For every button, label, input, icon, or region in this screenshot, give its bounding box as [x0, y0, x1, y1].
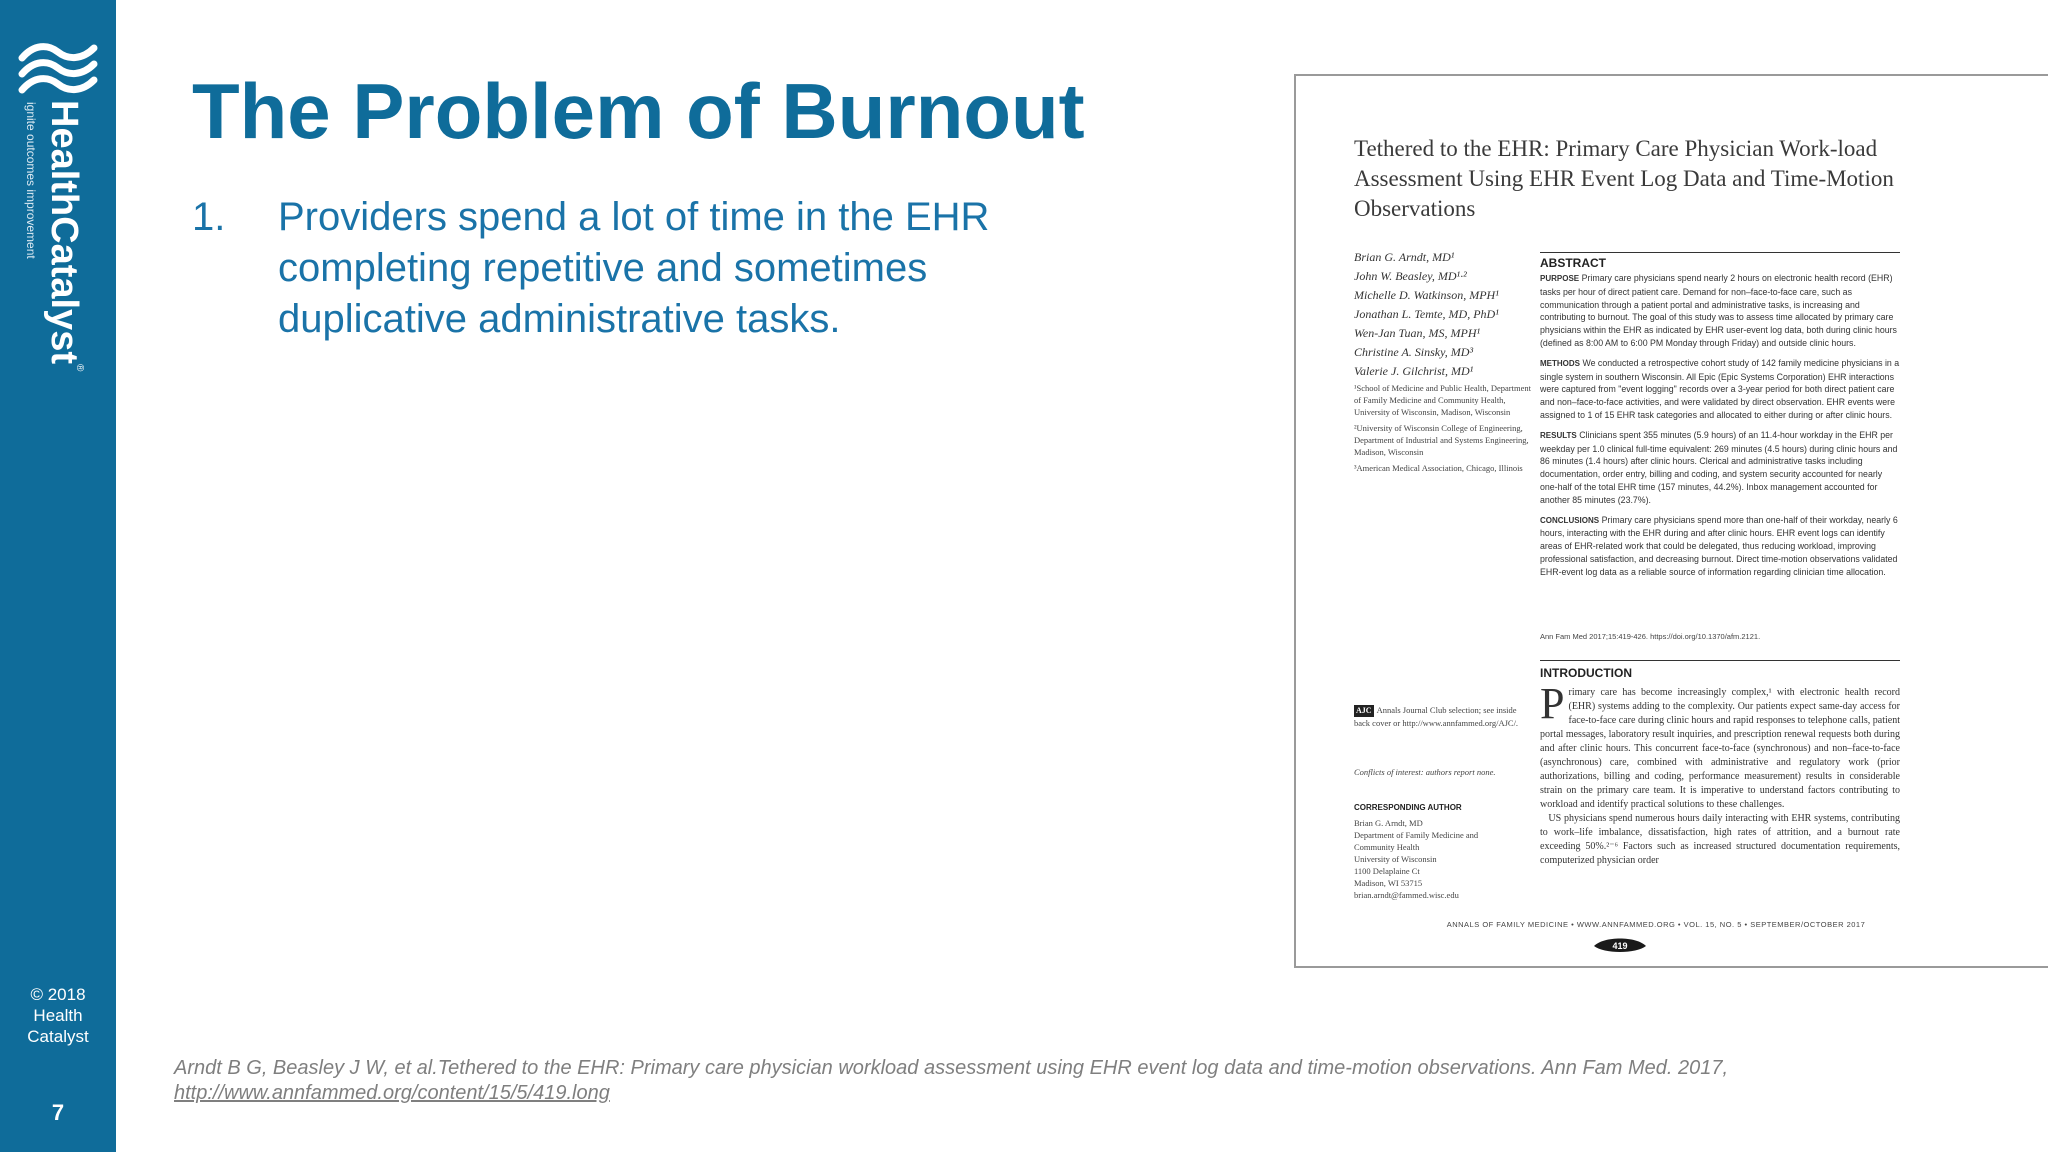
- abstract-section: [1540, 514, 1900, 579]
- intro-dropcap: P: [1540, 679, 1565, 728]
- article-footer: ANNALS OF FAMILY MEDICINE • WWW.ANNFAMMED.ORG • VOL. 15, NO. 5 • SEPTEMBER/OCTOBER 2017: [1446, 920, 1866, 929]
- journal-article-image: [1294, 74, 2048, 968]
- author-affiliations: [1354, 382, 1534, 478]
- ajc-note: [1354, 704, 1524, 729]
- brand-wordmark: [42, 100, 85, 371]
- abstract-label: RESULTS: [1540, 430, 1577, 440]
- corresponding-heading: CORRESPONDING AUTHOR: [1354, 803, 1462, 812]
- abstract-section: [1540, 272, 1900, 350]
- slide-page-number: 7: [51, 1100, 65, 1125]
- intro-rule: [1540, 660, 1900, 661]
- author-name: Valerie J. Gilchrist, MD¹: [1354, 364, 1474, 378]
- corresponding-line: Brian G. Arndt, MD: [1354, 818, 1423, 828]
- author-name: Michelle D. Watkinson, MPH¹: [1354, 288, 1499, 302]
- intro-heading: INTRODUCTION: [1540, 666, 1632, 680]
- affiliation: ¹School of Medicine and Public Health, Department of Family Medicine and Community Health, University of Wisconsin, Madison, Wisconsin: [1354, 383, 1531, 417]
- reference-citation: [174, 1056, 1874, 1106]
- health-catalyst-logo-icon: [16, 42, 98, 98]
- abstract-section: [1540, 357, 1900, 422]
- citation-link[interactable]: http://www.annfammed.org/content/15/5/419.long: [174, 1082, 610, 1104]
- article-title: Tethered to the EHR: Primary Care Physician Work-load Assessment Using EHR Event Log Data and Time-Motion Observations: [1354, 136, 1894, 221]
- corresponding-line: Madison, WI 53715: [1354, 878, 1423, 888]
- brand-sidebar: [0, 0, 116, 1152]
- abstract-text: Primary care physicians spend nearly 2 hours on electronic health record (EHR) tasks per hour of direct patient care. Demand for non–face-to-face care, such as communication through a patient portal and administrative tasks, is increasing and contributing to burnout. The goal of this study was to assess time allocated by primary care physicians within the EHR as indicated by EHR user-event log data, both during clinic hours (defined as 8:00 AM to 6:00 PM Monday through Friday) and outside clinic hours.: [1540, 273, 1897, 348]
- intro-paragraph: US physicians spend numerous hours daily interacting with EHR systems, contributing to work–life imbalance, dissatisfaction, high rates of attrition, and a burnout rate exceeding 50%.²⁻⁶ Factors such as increased structured documentation requirements, computerized physician order: [1540, 813, 1900, 866]
- corresponding-author: [1354, 802, 1524, 901]
- intro-paragraph: rimary care has become increasingly complex,¹ with electronic health record (EHR) systems adding to the complexity. Our patients expect same-day access for face-to-face care during clinic hours and rapid responses to telephone calls, patient portal messages, laboratory result inquiries, and prescription renewal requests both during and after clinic hours. This concurrent face-to-face (synchronous) and non–face-to-face (asynchronous) care, combined with administrative and regulatory work (prior authorizations, billing and coding, performance measurement) results in considerable strain on the primary care team. It is imperative to understand factors contributing to workload and identify practical solutions to these challenges.: [1540, 687, 1900, 810]
- corresponding-line: University of Wisconsin: [1354, 854, 1437, 864]
- abstract-rule: [1540, 252, 1900, 253]
- abstract-section: [1540, 429, 1900, 507]
- author-name: Wen-Jan Tuan, MS, MPH¹: [1354, 326, 1481, 340]
- intro-text: [1540, 679, 1900, 868]
- author-name: Christine A. Sinsky, MD³: [1354, 345, 1474, 359]
- abstract-text: Clinicians spent 355 minutes (5.9 hours) of an 11.4-hour workday in the EHR per weekday per 1.0 clinical full-time equivalent: 269 minutes (4.5 hours) during clinic hours and 86 minutes (1.4 hours) after clinic hours. Clerical and administrative tasks including documentation, order entry, billing and coding, and system security accounted for nearly one-half of the total EHR time (157 minutes, 44.2%). Inbox management accounted for another 85 minutes (23.7%).: [1540, 429, 1898, 505]
- copyright-notice: © 2018 Health Catalyst: [27, 985, 89, 1046]
- abstract-text: We conducted a retrospective cohort study of 142 family medicine physicians in a single system in southern Wisconsin. All Epic (Epic Systems Corporation) EHR interactions were captured from "event logging" records over a 3-year period for both direct patient care and non–face-to-face activities, and were validated by direct observation. EHR events were assigned to 1 of 15 EHR task categories and allocated to either during or after clinic hours.: [1540, 357, 1900, 420]
- abstract-label: METHODS: [1540, 358, 1580, 368]
- author-name: Brian G. Arndt, MD¹: [1354, 250, 1455, 264]
- page-badge-icon: [1592, 932, 1648, 956]
- journal-citation: Ann Fam Med 2017;15:419-426. https://doi.org/10.1370/afm.2121.: [1540, 632, 1761, 641]
- corresponding-line: 1100 Delaplaine Ct: [1354, 866, 1420, 876]
- slide-title: The Problem of Burnout: [192, 67, 1085, 155]
- corresponding-line: Community Health: [1354, 842, 1420, 852]
- citation-text: Arndt B G, Beasley J W, et al.Tethered to the EHR: Primary care physician workload assessment using EHR event log data and time-motion observations. Ann Fam Med. 2017,: [174, 1057, 1729, 1079]
- author-name: John W. Beasley, MD¹·²: [1354, 269, 1467, 283]
- brand-name: HealthCatalyst: [43, 100, 85, 364]
- article-authors: [1354, 248, 1534, 381]
- brand-registered-mark: ®: [74, 363, 85, 372]
- conflicts-note: Conflicts of interest: authors report none.: [1354, 767, 1496, 777]
- abstract-label: CONCLUSIONS: [1540, 515, 1600, 525]
- corresponding-line: Department of Family Medicine and: [1354, 830, 1479, 840]
- bullet-number: 1.: [192, 195, 226, 239]
- author-name: Jonathan L. Temte, MD, PhD¹: [1354, 307, 1499, 321]
- ajc-badge: AJC: [1356, 706, 1372, 715]
- affiliation: ³American Medical Association, Chicago, Illinois: [1354, 463, 1523, 473]
- abstract-label: PURPOSE: [1540, 274, 1580, 283]
- affiliation: ²University of Wisconsin College of Engineering, Department of Industrial and Systems Engineering, Madison, Wisconsin: [1354, 423, 1529, 457]
- abstract-text: Primary care physicians spend more than one-half of their workday, nearly 6 hours, interacting with the EHR during and after clinic hours. EHR event logs can identify areas of EHR-related work that could be delegated, thus reducing workload, improving professional satisfaction, and decreasing burnout. Direct time-motion observations validated EHR-event log data as a reliable source of information regarding clinician time allocation.: [1540, 514, 1898, 577]
- abstract-heading: ABSTRACT: [1540, 256, 1606, 270]
- ajc-note-text: Annals Journal Club selection; see inside back cover or http://www.annfammed.org/AJC/.: [1354, 705, 1519, 728]
- bullet-text: Providers spend a lot of time in the EHR completing repetitive and sometimes duplicative administrative tasks.: [278, 195, 990, 341]
- page-badge-number: 419: [1612, 941, 1628, 951]
- article-abstract: [1540, 272, 1900, 586]
- brand-tagline: ignite outcomes improvement: [24, 102, 38, 259]
- corresponding-line: brian.arndt@fammed.wisc.edu: [1354, 890, 1459, 900]
